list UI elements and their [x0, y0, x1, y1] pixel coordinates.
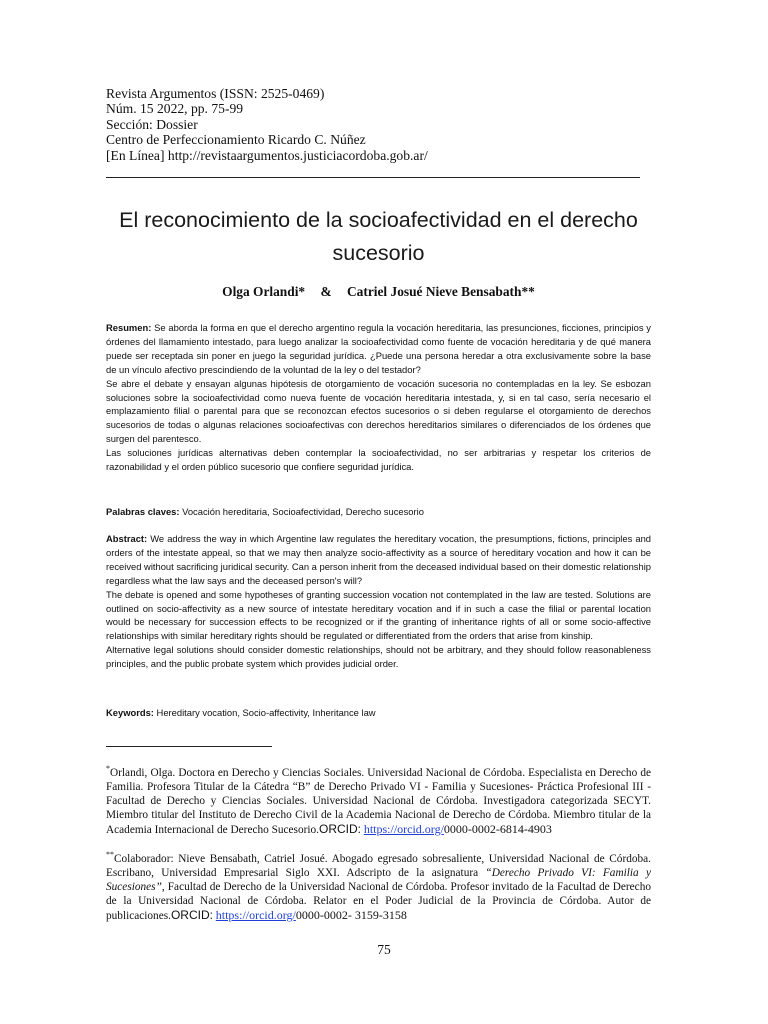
footnote-1-orcid-label: ORCID:	[318, 822, 361, 836]
footnote-2-mark: **	[106, 850, 114, 859]
keywords-text: Hereditary vocation, Socio-affectivity, Inheritance law	[156, 707, 376, 718]
abstract-text-1: We address the way in which Argentine law regulates the hereditary vocation, the presumptions, fictions, principles and orders of the intestate appeal, so that we may then analyze socio-affectivity as a source of hereditary vocation and how it can be received without sacrificing juridical security. Can a person inherit from the deceased individual based on their domestic relationship regardless what the law says and the deceased person's will?	[106, 533, 651, 586]
resumen-paragraph-1	[106, 321, 651, 377]
footnote-2-orcid-link[interactable]: https://orcid.org/	[215, 908, 296, 922]
journal-name: Revista Argumentos (ISSN: 2525-0469)	[106, 86, 325, 101]
keywords-label: Keywords:	[106, 707, 154, 718]
article-title: El reconocimiento de la socioafectividad en el derecho sucesorio	[119, 208, 638, 265]
footnote-2	[106, 848, 651, 923]
publisher-info: Centro de Perfeccionamiento Ricardo C. Núñez	[106, 132, 366, 148]
resumen-label: Resumen:	[106, 322, 152, 333]
footnote-divider	[106, 746, 272, 747]
footnote-2-text-b: , Facultad de Derecho de la Universidad Nacional de Córdoba. Profesor invitado de la Facultad de Derecho de la Universidad Nacional de Córdoba. Relator en el Poder Judicial de la Provincia de Córdoba. Autor de publicaciones.	[106, 881, 651, 922]
author-2: Catriel Josué Nieve Bensabath**	[347, 284, 535, 299]
footnote-2-orcid-label: ORCID:	[170, 908, 213, 922]
footnote-1-orcid-link[interactable]: https://orcid.org/	[363, 822, 444, 836]
footnote-1-mark: *	[106, 764, 110, 773]
journal-header	[106, 86, 646, 163]
resumen-paragraph-3: Las soluciones jurídicas alternativas deben contemplar la socioafectividad, no ser arbitrarias y respetar los criterios de razonabilidad y el orden público sucesorio que confiere seguridad jurídica.	[106, 447, 651, 473]
footnote-1-text: Orlandi, Olga. Doctora en Derecho y Ciencias Sociales. Universidad Nacional de Córdoba. Especialista en Derecho de Familia. Profesora Titular de la Cátedra “B” de Derecho Privado VI - Familia y Sucesiones- Práctica Profesional III - Facultad de Derecho y Ciencias Sociales. Universidad Nacional de Córdoba. Investigadora categorizada SECYT. Miembro titular del Instituto de Derecho Civil de la Academia Nacional de Derecho de Córdoba. Miembro titular de la Academia Internacional de Derecho Sucesorio.	[106, 767, 651, 836]
footnote-2-orcid-id: 0000-0002- 3159-3158	[295, 908, 407, 922]
footnote-1-orcid-id: 0000-0002-6814-4903	[443, 822, 552, 836]
palabras-claves-label: Palabras claves:	[106, 506, 180, 517]
abstract-paragraph-3: Alternative legal solutions should consider domestic relationships, should not be arbitrary, and they should follow reasonableness principles, and the public probate system which provides judicial order.	[106, 644, 651, 670]
issue-info: Núm. 15 2022, pp. 75-99	[106, 101, 244, 117]
palabras-claves-section	[106, 505, 651, 519]
abstract-paragraph-1	[106, 532, 651, 588]
author-separator: &	[320, 284, 332, 299]
resumen-paragraph-2: Se abre el debate y ensayan algunas hipótesis de otorgamiento de vocación sucesoria no contempladas en la ley. Se esbozan soluciones sobre la socioafectividad como nueva fuente de vocación hereditaria intestada, y, si en tal caso, sería necesario el emplazamiento filial o parental para que se reconozcan efectos sucesorios o si deben regularse el otorgamiento de derechos sucesorios de todas o algunas relaciones socioafectivas con derechos hereditarios similares o diferenciados de los órdenes que surgen del parentesco.	[106, 377, 651, 445]
footnote-2-course-name: “Derecho Privado VI: Familia y Sucesiones”	[106, 867, 651, 893]
section-info: Sección: Dossier	[106, 116, 198, 132]
author-1: Olga Orlandi*	[222, 284, 306, 299]
footnote-1	[106, 762, 651, 837]
abstract-section	[106, 532, 651, 671]
footnote-2-text-a: Colaborador: Nieve Bensabath, Catriel Josué. Abogado egresado sobresaliente, Universidad Nacional de Córdoba. Escribano, Universidad Empresarial Siglo XXI. Adscripto de la asignatura	[106, 853, 651, 879]
header-divider	[106, 177, 640, 178]
palabras-claves-text: Vocación hereditaria, Socioafectividad, Derecho sucesorio	[182, 506, 424, 517]
resumen-section	[106, 321, 651, 474]
abstract-paragraph-2: The debate is opened and some hypotheses of granting succession vocation not contemplated in the law are tested. Solutions are outlined on socio-affectivity as a new source of intestate hereditary vocation and if in such a case the filial or parental location would be necessary for succession effects to be recognized or if the granting of inheritance rights of all or some socio-affective relationships with similar hereditary rights should be regulated or differentiated from the orders that arise from kinship.	[106, 588, 651, 642]
abstract-label: Abstract:	[106, 533, 148, 544]
keywords-section	[106, 706, 651, 720]
authors-line	[106, 284, 651, 300]
journal-url: [En Línea] http://revistaargumentos.justiciacordoba.gob.ar/	[106, 147, 428, 163]
page-number: 75	[377, 942, 391, 957]
resumen-text-1: Se aborda la forma en que el derecho argentino regula la vocación hereditaria, las presunciones, ficciones, principios y órdenes del llamamiento intestado, para luego analizar la socioafectividad como fuente de vocación hereditaria y de qué manera puede ser receptada sin poner en juego la seguridad jurídica. ¿Puede una persona heredar a otra exclusivamente sobre la base de un vínculo afectivo prescindiendo de la voluntad de la ley o del testador?	[106, 322, 651, 375]
